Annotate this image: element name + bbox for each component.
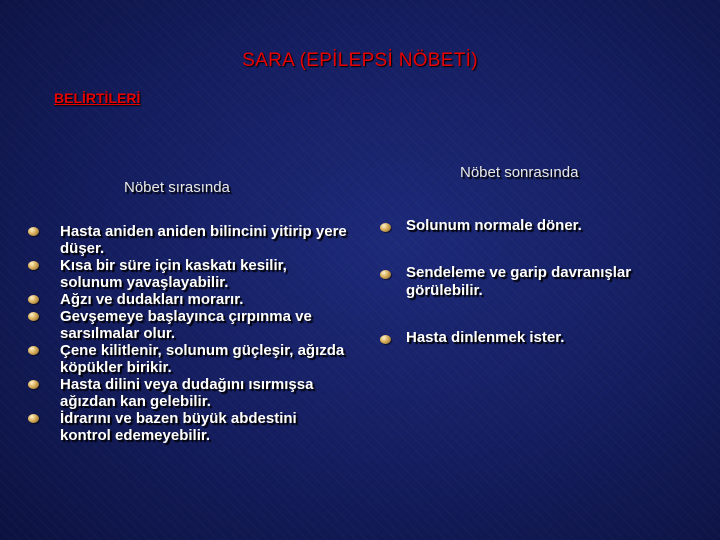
list-item-text: Çene kilitlenir, solunum güçleşir, ağızda köpükler birikir. bbox=[60, 342, 345, 376]
list-item bbox=[28, 342, 348, 376]
list-item bbox=[28, 257, 348, 291]
list-item-text: Ağzı ve dudakları morarır. bbox=[60, 291, 244, 308]
bullet-icon bbox=[380, 223, 391, 232]
list-item bbox=[28, 223, 348, 257]
list-item-text: İdrarını ve bazen büyük abdestini kontrol edemeyebilir. bbox=[60, 410, 297, 444]
list-item-text: Gevşemeye başlayınca çırpınma ve sarsılmalar olur. bbox=[60, 308, 312, 342]
list-item bbox=[378, 217, 698, 236]
bullet-icon bbox=[28, 380, 39, 389]
list-item-text: Kısa bir süre için kaskatı kesilir, solunum yavaşlayabilir. bbox=[60, 257, 287, 291]
list-item-text: Solunum normale döner. bbox=[406, 217, 582, 234]
list-item bbox=[28, 291, 348, 308]
left-column-heading: Nöbet sırasında bbox=[124, 179, 230, 196]
list-item bbox=[28, 410, 348, 444]
bullet-icon bbox=[380, 270, 391, 279]
list-item-text: Sendeleme ve garip davranışlar görülebilir. bbox=[406, 263, 632, 299]
list-item-text: Hasta aniden aniden bilincini yitirip yere düşer. bbox=[60, 223, 347, 257]
bullet-icon bbox=[28, 346, 39, 355]
list-item-text: Hasta dinlenmek ister. bbox=[406, 328, 565, 346]
bullet-icon bbox=[28, 312, 39, 321]
list-item-text: Hasta dilini veya dudağını ısırmışsa ağızdan kan gelebilir. bbox=[60, 376, 314, 410]
list-item bbox=[28, 376, 348, 410]
bullet-icon bbox=[28, 261, 39, 270]
slide-subtitle: BELİRTİLERİ bbox=[54, 90, 141, 106]
bullet-icon bbox=[380, 335, 391, 344]
right-bullet-list bbox=[378, 217, 698, 375]
list-item bbox=[378, 329, 698, 348]
list-item bbox=[28, 308, 348, 342]
bullet-icon bbox=[28, 414, 39, 423]
slide-title: SARA (EPİLEPSİ NÖBETİ) bbox=[242, 50, 478, 71]
bullet-icon bbox=[28, 227, 39, 236]
right-column-heading: Nöbet sonrasında bbox=[460, 164, 579, 181]
left-bullet-list bbox=[28, 223, 348, 444]
bullet-icon bbox=[28, 295, 39, 304]
list-item bbox=[378, 264, 698, 301]
